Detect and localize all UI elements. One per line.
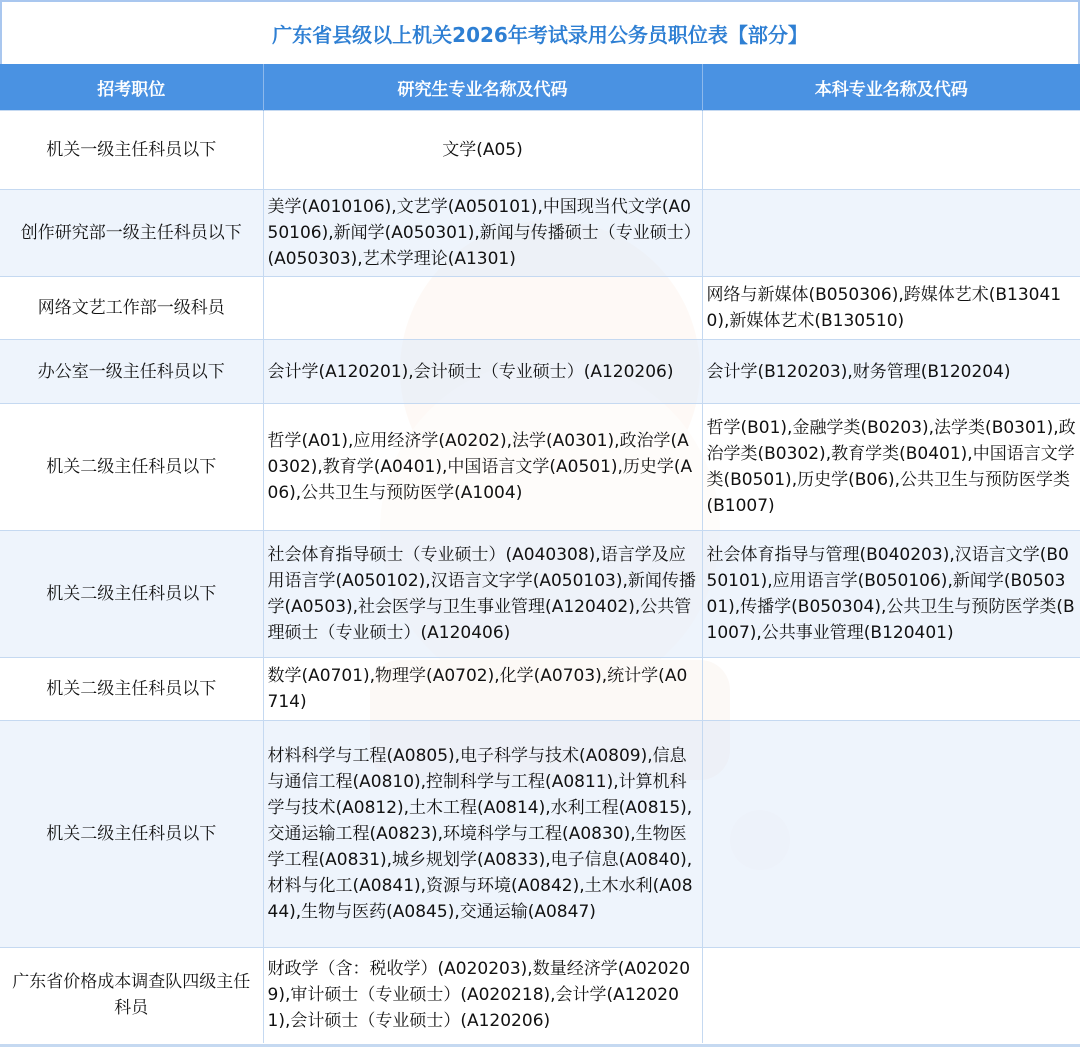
undergrad-major-cell [702, 658, 1080, 721]
table-header-row [0, 64, 1080, 111]
table-row [0, 190, 1080, 277]
position-table [0, 64, 1080, 1043]
table-row [0, 340, 1080, 404]
table-row [0, 277, 1080, 340]
undergrad-major-cell [702, 721, 1080, 948]
position-cell: 机关一级主任科员以下 [0, 111, 263, 190]
table-row [0, 531, 1080, 658]
position-cell: 创作研究部一级主任科员以下 [0, 190, 263, 277]
grad-major-cell: 数学(A0701),物理学(A0702),化学(A0703),统计学(A0714) [263, 658, 702, 721]
grad-major-cell: 财政学（含：税收学）(A020203),数量经济学(A020209),审计硕士（专业硕士）(A020218),会计学(A120201),会计硕士（专业硕士）(A120206) [263, 948, 702, 1043]
position-cell: 机关二级主任科员以下 [0, 404, 263, 531]
page-title: 广东省县级以上机关2026年考试录用公务员职位表【部分】 [0, 0, 1080, 66]
undergrad-major-cell [702, 111, 1080, 190]
position-cell: 办公室一级主任科员以下 [0, 340, 263, 404]
header-position: 招考职位 [0, 64, 263, 111]
position-cell: 网络文艺工作部一级科员 [0, 277, 263, 340]
grad-major-cell: 美学(A010106),文艺学(A050101),中国现当代文学(A050106),新闻学(A050301),新闻与传播硕士（专业硕士）(A050303),艺术学理论(A1301) [263, 190, 702, 277]
undergrad-major-cell: 网络与新媒体(B050306),跨媒体艺术(B130410),新媒体艺术(B130510) [702, 277, 1080, 340]
undergrad-major-cell [702, 190, 1080, 277]
grad-major-cell: 材料科学与工程(A0805),电子科学与技术(A0809),信息与通信工程(A0810),控制科学与工程(A0811),计算机科学与技术(A0812),土木工程(A0814),水利工程(A0815),交通运输工程(A0823),环境科学与工程(A0830),生物医学工程(A0831),城乡规划学(A0833),电子信息(A0840),材料与化工(A0841),资源与环境(A0842),土木水利(A0844),生物与医药(A0845),交通运输(A0847) [263, 721, 702, 948]
position-cell: 机关二级主任科员以下 [0, 658, 263, 721]
grad-major-cell [263, 277, 702, 340]
grad-major-cell: 文学(A05) [263, 111, 702, 190]
grad-major-cell: 哲学(A01),应用经济学(A0202),法学(A0301),政治学(A0302),教育学(A0401),中国语言文学(A0501),历史学(A06),公共卫生与预防医学(A1004) [263, 404, 702, 531]
table-row [0, 404, 1080, 531]
position-cell: 机关二级主任科员以下 [0, 721, 263, 948]
undergrad-major-cell: 社会体育指导与管理(B040203),汉语言文学(B050101),应用语言学(B050106),新闻学(B050301),传播学(B050304),公共卫生与预防医学类(B1007),公共事业管理(B120401) [702, 531, 1080, 658]
position-cell: 广东省价格成本调查队四级主任科员 [0, 948, 263, 1043]
position-cell: 机关二级主任科员以下 [0, 531, 263, 658]
table-row [0, 658, 1080, 721]
grad-major-cell: 会计学(A120201),会计硕士（专业硕士）(A120206) [263, 340, 702, 404]
undergrad-major-cell: 会计学(B120203),财务管理(B120204) [702, 340, 1080, 404]
undergrad-major-cell [702, 948, 1080, 1043]
header-undergrad-major: 本科专业名称及代码 [702, 64, 1080, 111]
grad-major-cell: 社会体育指导硕士（专业硕士）(A040308),语言学及应用语言学(A050102),汉语言文字学(A050103),新闻传播学(A0503),社会医学与卫生事业管理(A120402),公共管理硕士（专业硕士）(A120406) [263, 531, 702, 658]
table-row [0, 721, 1080, 948]
header-grad-major: 研究生专业名称及代码 [263, 64, 702, 111]
table-row [0, 111, 1080, 190]
undergrad-major-cell: 哲学(B01),金融学类(B0203),法学类(B0301),政治学类(B0302),教育学类(B0401),中国语言文学类(B0501),历史学(B06),公共卫生与预防医学类(B1007) [702, 404, 1080, 531]
table-row [0, 948, 1080, 1043]
